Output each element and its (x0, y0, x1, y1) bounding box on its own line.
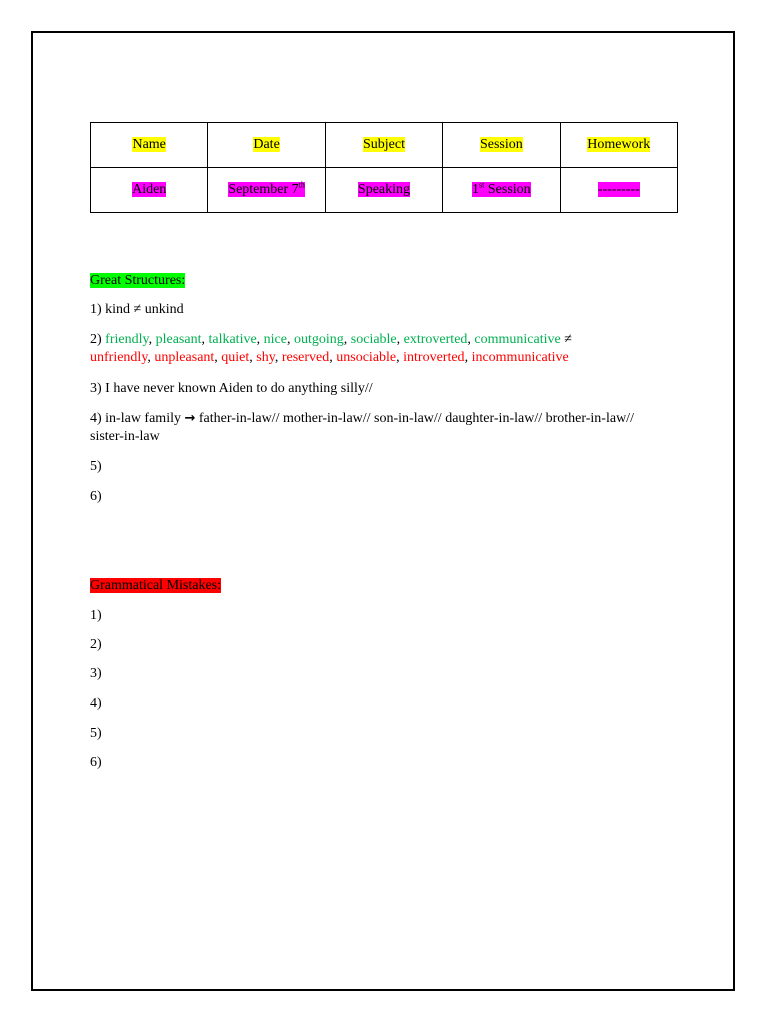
positive-adjective: sociable (350, 332, 397, 347)
mistake-item: 6) (90, 755, 102, 770)
value-homework: --------- (597, 182, 640, 197)
structure-item-4-prefix: 4) in-law family (90, 411, 181, 426)
structure-item-4 (90, 410, 670, 446)
header-cell-subject (325, 123, 442, 168)
table-header-row (91, 123, 678, 168)
structure-item-5: 5) (90, 459, 102, 474)
header-name: Name (132, 137, 166, 152)
grammatical-mistakes-heading-text: Grammatical Mistakes: (90, 578, 222, 593)
structure-item-1: 1) kind ≠ unkind (90, 302, 184, 317)
great-structures-heading (90, 272, 670, 290)
value-cell-homework (560, 168, 677, 213)
negative-adjective: shy (256, 350, 275, 365)
value-cell-subject (325, 168, 442, 213)
negative-adjective: quiet (221, 350, 250, 365)
value-subject: Speaking (357, 182, 411, 197)
positive-adjective: outgoing (294, 332, 344, 347)
mistake-item: 5) (90, 726, 102, 741)
negative-adjective: unsociable (336, 350, 397, 365)
value-cell-name (91, 168, 208, 213)
positive-adjective: nice (263, 332, 287, 347)
negative-adjective: reserved (281, 350, 330, 365)
value-session-sup: st (479, 180, 485, 190)
value-session-word: Session (484, 182, 531, 197)
header-cell-date (208, 123, 325, 168)
structure-item-2: 2) friendly, pleasant, talkative, nice, outgoing, sociable, extroverted, communicative ≠ unfriendly, unpleasant, quiet, shy, reserved, unsociable, introverted, incommunicative (90, 332, 572, 365)
grammatical-mistakes-heading (90, 577, 670, 595)
positive-adjective: extroverted (403, 332, 468, 347)
positive-adjective: talkative (208, 332, 257, 347)
mistake-item: 4) (90, 696, 102, 711)
value-session (472, 182, 531, 197)
header-subject: Subject (362, 137, 405, 152)
mistake-item: 2) (90, 637, 102, 652)
structure-item-4-rest: father-in-law// mother-in-law// son-in-law// daughter-in-law// brother-in-law// sister-in-law (90, 411, 634, 444)
value-session-num: 1 (472, 182, 480, 197)
header-date: Date (253, 137, 280, 152)
session-info-table (90, 122, 678, 213)
header-cell-homework (560, 123, 677, 168)
positive-adjective: communicative (474, 332, 561, 347)
table-row (91, 168, 678, 213)
arrow-right-icon: → (184, 411, 196, 426)
structure-item-2-number: 2) (90, 332, 106, 347)
mistake-item: 3) (90, 666, 102, 681)
negative-adjective: unfriendly (90, 350, 148, 365)
value-name: Aiden (132, 182, 167, 197)
value-date-main: September 7 (228, 182, 299, 197)
not-equal-separator: ≠ (560, 332, 572, 347)
positive-adjective: pleasant (155, 332, 202, 347)
positive-adjective: friendly (105, 332, 149, 347)
header-session: Session (479, 137, 523, 152)
header-cell-session (443, 123, 560, 168)
structure-item-3: 3) I have never known Aiden to do anything silly// (90, 381, 373, 396)
structure-item-6: 6) (90, 489, 102, 504)
header-homework: Homework (587, 137, 651, 152)
value-cell-date (208, 168, 325, 213)
great-structures-heading-text: Great Structures: (90, 273, 186, 288)
value-date (228, 182, 305, 197)
negative-adjective: unpleasant (154, 350, 215, 365)
value-date-sup: th (298, 180, 305, 190)
negative-adjective: introverted (403, 350, 465, 365)
mistake-item: 1) (90, 608, 102, 623)
header-cell-name (91, 123, 208, 168)
negative-adjective: incommunicative (471, 350, 569, 365)
value-cell-session (443, 168, 560, 213)
